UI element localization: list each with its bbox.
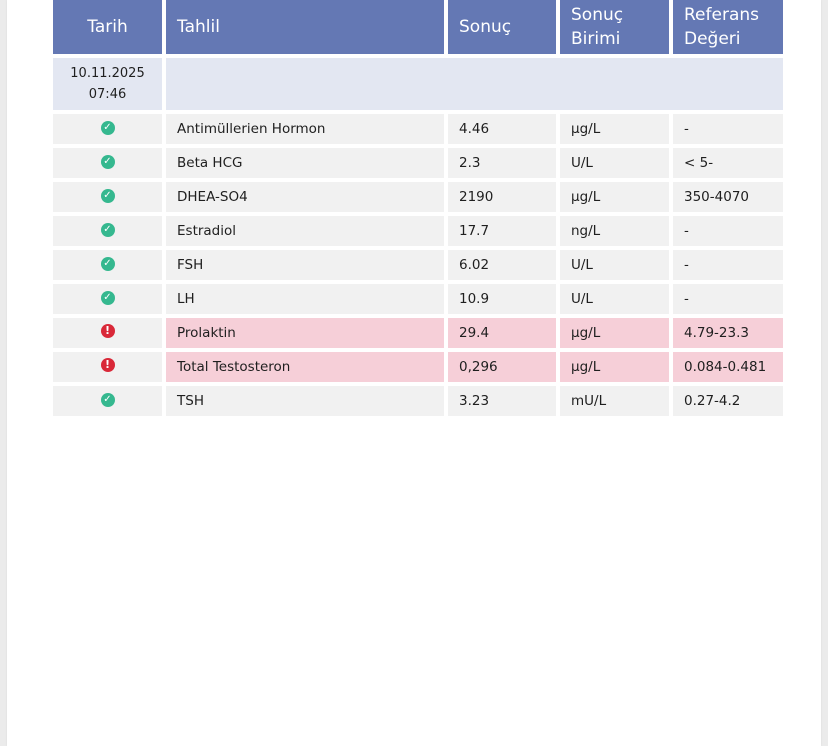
status-cell [53, 216, 162, 246]
reference-range-cell: < 5- [673, 148, 783, 178]
header-unit-line1: Sonuç [571, 5, 624, 25]
reference-range-cell: - [673, 216, 783, 246]
check-circle-icon: ✓ [101, 189, 115, 203]
result-value-cell: 4.46 [448, 114, 556, 144]
unit-cell: U/L [560, 148, 669, 178]
reference-range-cell: - [673, 250, 783, 280]
table-row [53, 250, 783, 280]
table-row [53, 216, 783, 246]
table-row [53, 284, 783, 314]
header-ref-line2: Değeri [684, 29, 741, 49]
unit-cell: µg/L [560, 114, 669, 144]
header-result-label: Sonuç [459, 17, 512, 37]
table-row [53, 386, 783, 416]
reference-range-cell: 0.27-4.2 [673, 386, 783, 416]
group-datetime-cell [53, 58, 162, 110]
unit-cell: ng/L [560, 216, 669, 246]
header-test [166, 0, 444, 54]
header-unit-line2: Birimi [571, 29, 621, 49]
status-cell [53, 250, 162, 280]
report-page [7, 0, 821, 746]
unit-cell: µg/L [560, 352, 669, 382]
table-header-row [53, 0, 783, 54]
status-cell [53, 284, 162, 314]
header-date-label: Tarih [87, 17, 128, 37]
unit-cell: U/L [560, 250, 669, 280]
header-result [448, 0, 556, 54]
status-cell [53, 386, 162, 416]
test-name-cell: Total Testosteron [166, 352, 444, 382]
group-spacer-cell [166, 58, 783, 110]
check-circle-icon: ✓ [101, 257, 115, 271]
header-ref-line1: Referans [684, 5, 759, 25]
unit-cell: mU/L [560, 386, 669, 416]
test-name-cell: Beta HCG [166, 148, 444, 178]
check-circle-icon: ✓ [101, 121, 115, 135]
reference-range-cell: 0.084-0.481 [673, 352, 783, 382]
unit-cell: µg/L [560, 318, 669, 348]
test-name-cell: TSH [166, 386, 444, 416]
result-value-cell: 2190 [448, 182, 556, 212]
table-row [53, 352, 783, 382]
table-row [53, 148, 783, 178]
status-cell [53, 318, 162, 348]
test-name-cell: DHEA-SO4 [166, 182, 444, 212]
status-cell [53, 352, 162, 382]
test-name-cell: Prolaktin [166, 318, 444, 348]
header-unit [560, 0, 669, 54]
header-date [53, 0, 162, 54]
header-reference [673, 0, 783, 54]
lab-results-table [49, 0, 787, 420]
date-group-row [53, 58, 783, 110]
group-time: 07:46 [88, 87, 127, 102]
group-date: 10.11.2025 [70, 66, 145, 81]
status-cell [53, 182, 162, 212]
result-value-cell: 6.02 [448, 250, 556, 280]
test-name-cell: Estradiol [166, 216, 444, 246]
check-circle-icon: ✓ [101, 223, 115, 237]
check-circle-icon: ✓ [101, 393, 115, 407]
alert-circle-icon: ! [101, 324, 115, 338]
result-value-cell: 29.4 [448, 318, 556, 348]
test-name-cell: FSH [166, 250, 444, 280]
reference-range-cell: - [673, 284, 783, 314]
header-test-label: Tahlil [177, 17, 220, 37]
check-circle-icon: ✓ [101, 155, 115, 169]
check-circle-icon: ✓ [101, 291, 115, 305]
status-cell [53, 114, 162, 144]
table-row [53, 318, 783, 348]
result-value-cell: 0,296 [448, 352, 556, 382]
alert-circle-icon: ! [101, 358, 115, 372]
unit-cell: U/L [560, 284, 669, 314]
status-cell [53, 148, 162, 178]
unit-cell: µg/L [560, 182, 669, 212]
reference-range-cell: 350-4070 [673, 182, 783, 212]
test-name-cell: Antimüllerien Hormon [166, 114, 444, 144]
result-value-cell: 17.7 [448, 216, 556, 246]
table-row [53, 114, 783, 144]
table-row [53, 182, 783, 212]
reference-range-cell: 4.79-23.3 [673, 318, 783, 348]
result-value-cell: 3.23 [448, 386, 556, 416]
result-value-cell: 10.9 [448, 284, 556, 314]
result-value-cell: 2.3 [448, 148, 556, 178]
test-name-cell: LH [166, 284, 444, 314]
reference-range-cell: - [673, 114, 783, 144]
